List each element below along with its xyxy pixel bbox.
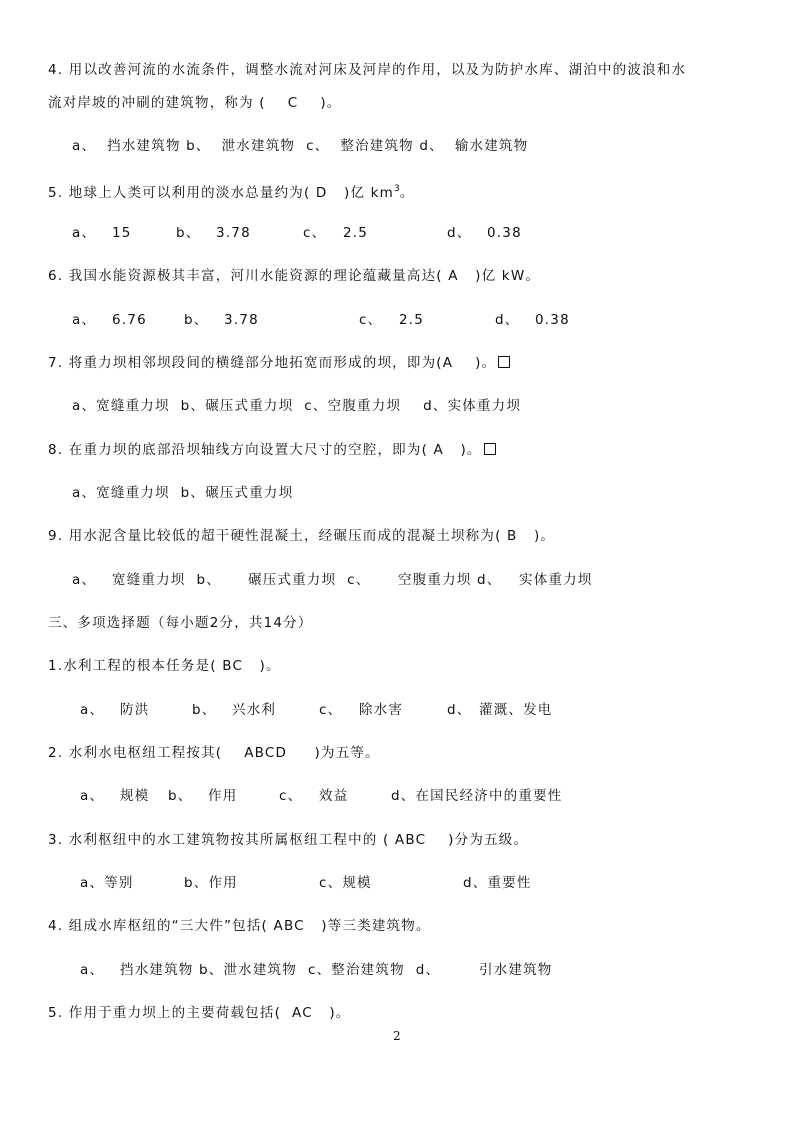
multi-question-1-option-b-label: b、 — [192, 702, 217, 718]
question-9-line-1: 9. 用水泥含量比较低的超干硬性混凝土，经碾压而成的混凝土坝称为( B )。 — [48, 528, 556, 544]
multi-question-2-option-a-label: a、 — [80, 788, 105, 804]
multi-question-2-option-b: 作用 — [208, 788, 238, 804]
multi-question-1-line-1: 1.水利工程的根本任务是( BC )。 — [48, 658, 281, 674]
multi-question-3-option-a: a、等别 — [80, 875, 134, 891]
question-5-option-b-label: b、 — [176, 225, 201, 241]
multi-question-3-option-d: d、重要性 — [463, 875, 532, 891]
question-5-option-d: 0.38 — [487, 225, 522, 241]
question-5-option-c-label: c、 — [303, 225, 327, 241]
multi-question-4-line-1: 4. 组成水库枢纽的“三大件”包括( ABC )等三类建筑物。 — [48, 918, 431, 934]
question-4-line-1: 4. 用以改善河流的水流条件，调整水流对河床及河岸的作用，以及为防护水库、湖泊中的波浪和水 — [48, 62, 687, 78]
question-6-option-d-label: d、 — [495, 312, 520, 328]
question-5-option-d-label: d、 — [447, 225, 472, 241]
question-7-options: a、宽缝重力坝 b、碾压式重力坝 c、空腹重力坝 d、实体重力坝 — [72, 398, 522, 414]
multi-question-4-options: 挡水建筑物 b、泄水建筑物 c、整治建筑物 d、 — [120, 962, 441, 978]
question-5-option-b: 3.78 — [216, 225, 251, 241]
question-8-options: a、宽缝重力坝 b、碾压式重力坝 — [72, 485, 294, 501]
multi-question-1-option-a-label: a、 — [80, 702, 105, 718]
multi-question-3-line-1: 3. 水利枢纽中的水工建筑物按其所属枢纽工程中的 ( ABC )分为五级。 — [48, 832, 529, 848]
page-number: 2 — [393, 1029, 401, 1043]
multi-question-1-option-b: 兴水利 — [232, 702, 277, 718]
multi-question-1-option-c: 除水害 — [359, 702, 404, 718]
multi-question-2-line-1: 2. 水利水电枢纽工程按其( ABCD )为五等。 — [48, 745, 380, 761]
question-6-option-b-label: b、 — [184, 312, 209, 328]
question-6-option-d: 0.38 — [535, 312, 570, 328]
multi-question-1-option-c-label: c、 — [319, 702, 343, 718]
question-9-option-d-group: 空腹重力坝 d、 — [398, 572, 502, 588]
multi-question-2-option-b-label: b、 — [168, 788, 193, 804]
question-4-line-2: 流对岸坡的冲刷的建筑物，称为 ( C )。 — [48, 95, 342, 111]
multi-question-2-option-c-label: c、 — [279, 788, 303, 804]
multi-question-1-option-d-label: d、 — [447, 702, 472, 718]
multi-question-1-option-a: 防洪 — [120, 702, 150, 718]
question-7-line-1: 7. 将重力坝相邻坝段间的横缝部分地拓宽而形成的坝，即为(A )。 — [48, 354, 510, 372]
multi-question-5-line-1: 5. 作用于重力坝上的主要荷载包括( AC )。 — [48, 1005, 351, 1021]
question-5-line-1: 5. 地球上人类可以利用的淡水总量约为( D )亿 $km^3$。 — [48, 184, 415, 201]
question-6-option-c: 2.5 — [399, 312, 425, 328]
question-6-option-b: 3.78 — [224, 312, 259, 328]
question-9-option-b-group: 宽缝重力坝 b、 — [112, 572, 221, 588]
question-8-line-1: 8. 在重力坝的底部沿坝轴线方向设置大尺寸的空腔，即为( A )。 — [48, 441, 496, 459]
multi-question-3-option-c: c、规模 — [319, 875, 372, 891]
question-9-option-c-group: 碾压式重力坝 c、 — [248, 572, 371, 588]
question-6-option-a-label: a、 — [72, 312, 97, 328]
question-6-line-1: 6. 我国水能资源极其丰富，河川水能资源的理论蕴藏量高达( A )亿 kW。 — [48, 268, 541, 284]
question-4-options: a、 挡水建筑物 b、 泄水建筑物 c、 整治建筑物 d、 输水建筑物 — [72, 138, 529, 154]
multi-question-1-option-d: 灌溉、发电 — [479, 702, 553, 718]
multi-question-2-option-a: 规模 — [120, 788, 150, 804]
question-9-option-d: 实体重力坝 — [519, 572, 593, 588]
multi-question-3-option-b: b、作用 — [184, 875, 238, 891]
checkbox-icon — [484, 443, 496, 455]
question-6-option-c-label: c、 — [359, 312, 383, 328]
question-5-option-c: 2.5 — [343, 225, 369, 241]
multi-question-2-option-c: 效益 — [319, 788, 349, 804]
multi-question-2-option-d: d、在国民经济中的重要性 — [391, 788, 563, 804]
multi-question-4-option-a-label: a、 — [80, 962, 105, 978]
question-5-option-a-label: a、 — [72, 225, 97, 241]
multi-question-4-option-d: 引水建筑物 — [479, 962, 553, 978]
section-title: 三、多项选择题（每小题2分，共14分） — [48, 615, 313, 631]
checkbox-icon — [498, 356, 510, 368]
question-5-option-a: 15 — [112, 225, 132, 241]
question-9-option-a-label: a、 — [72, 572, 97, 588]
question-6-option-a: 6.76 — [112, 312, 147, 328]
